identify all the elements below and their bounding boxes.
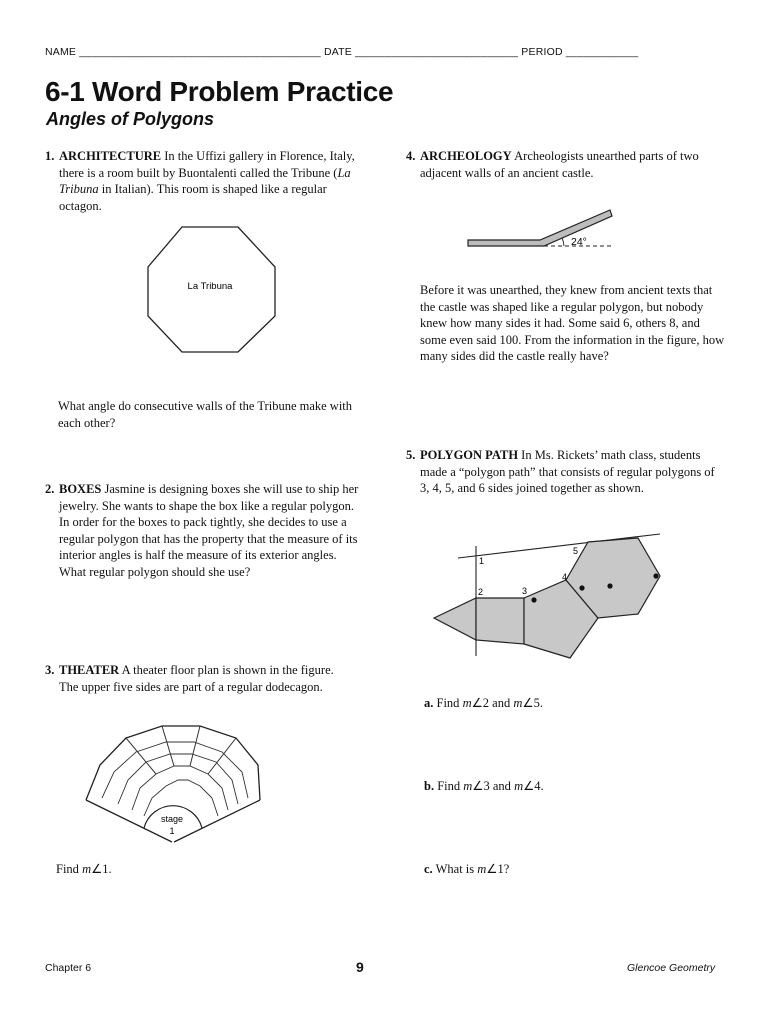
problem-text: A theater floor plan is shown in the figure. The upper five sides are part of a regular dodecagon. bbox=[59, 663, 334, 694]
problem-3 bbox=[45, 662, 345, 695]
octagon-label: La Tribuna bbox=[187, 281, 233, 292]
part-text: ∠3 and bbox=[472, 779, 515, 793]
problem-5a bbox=[424, 695, 624, 712]
footer-page-number: 9 bbox=[356, 959, 364, 975]
part-label: c. bbox=[424, 862, 433, 876]
problem-4-text2: Before it was unearthed, they knew from ancient texts that the castle was shaped like a regular polygon, but nobody knew how many sides it had. Some said 6, others 8, and some even said 100. From the information in the figure, how many sides did the castle really have? bbox=[420, 283, 725, 363]
problem-number: 5. bbox=[406, 448, 416, 462]
problem-text: In the Uffizi gallery in Florence, Italy, there is a room built by Buontalenti called the Tribune ( bbox=[59, 149, 355, 180]
problem-topic: BOXES bbox=[59, 482, 102, 496]
problem-number: 3. bbox=[45, 663, 55, 677]
problem-1-question: What angle do consecutive walls of the Tribune make with each other? bbox=[58, 399, 353, 430]
angle-3-label: 3 bbox=[522, 586, 528, 596]
problem-5 bbox=[406, 447, 726, 497]
part-m: m bbox=[463, 779, 473, 793]
problem-1 bbox=[45, 148, 365, 214]
problem-2 bbox=[45, 481, 365, 580]
question-text: Find bbox=[56, 862, 83, 876]
angle-1-label: 1 bbox=[169, 826, 175, 836]
problem-4 bbox=[406, 148, 726, 181]
page-subtitle: Angles of Polygons bbox=[46, 109, 215, 129]
part-m: m bbox=[462, 696, 472, 710]
polygon-path-figure bbox=[430, 526, 666, 666]
problem-5c bbox=[424, 861, 624, 878]
part-m: m bbox=[513, 696, 523, 710]
problem-topic: THEATER bbox=[59, 663, 120, 677]
problem-text: Archeologists unearthed parts of two adjacent walls of an ancient castle. bbox=[420, 149, 699, 180]
name-date-period-line: NAME ________________________________________ DATE ___________________________ PERIOD ____________ bbox=[45, 46, 639, 58]
problem-5b bbox=[424, 778, 624, 795]
angle-4-label: 4 bbox=[562, 572, 568, 582]
problem-text: In Ms. Rickets’ math class, students made a “polygon path” that consists of regular polygons of 3, 4, 5, and 6 sides joined together as shown. bbox=[420, 448, 715, 495]
part-label: a. bbox=[424, 696, 434, 710]
problem-topic: POLYGON PATH bbox=[420, 448, 519, 462]
angle-2-label: 2 bbox=[478, 587, 484, 597]
part-m: m bbox=[514, 779, 524, 793]
problem-text-cont: in Italian). This room is shaped like a regular octagon. bbox=[59, 182, 327, 213]
problem-text: Jasmine is designing boxes she will use to ship her jewelry. She wants to shape the box like a regular polygon. In order for the boxes to pack tightly, she decides to use a regular polygon that has the property that the measure of its interior angles is half the measure of its exterior angles. What regular polygon should she use? bbox=[59, 482, 359, 579]
question-m: m bbox=[82, 862, 92, 876]
part-text: Find bbox=[437, 779, 464, 793]
part-text: ∠4. bbox=[523, 779, 544, 793]
part-text: Find bbox=[436, 696, 463, 710]
problem-topic: ARCHITECTURE bbox=[59, 149, 162, 163]
part-text: What is bbox=[435, 862, 478, 876]
problem-number: 4. bbox=[406, 149, 416, 163]
page-title: 6-1 Word Problem Practice bbox=[45, 76, 394, 107]
stage-label: stage bbox=[160, 814, 184, 824]
angle-24-label: 24° bbox=[571, 236, 587, 248]
part-text: ∠2 and bbox=[471, 696, 514, 710]
part-label: b. bbox=[424, 779, 435, 793]
problem-number: 1. bbox=[45, 149, 55, 163]
footer-book-title: Glencoe Geometry bbox=[627, 962, 716, 974]
theater-figure bbox=[82, 720, 262, 848]
problem-topic: ARCHEOLOGY bbox=[420, 149, 512, 163]
angle-1-label: 1 bbox=[479, 556, 485, 566]
octagon-figure bbox=[140, 222, 280, 358]
footer-chapter: Chapter 6 bbox=[45, 962, 92, 974]
problem-3-question bbox=[56, 861, 256, 878]
problem-number: 2. bbox=[45, 482, 55, 496]
part-text: ∠5. bbox=[522, 696, 543, 710]
angle-5-label: 5 bbox=[573, 546, 579, 556]
part-m: m bbox=[477, 862, 487, 876]
part-text: ∠1? bbox=[486, 862, 510, 876]
question-text-end: ∠1. bbox=[91, 862, 112, 876]
problem-text-italic: La Tribuna bbox=[59, 165, 351, 196]
castle-walls-figure bbox=[464, 204, 620, 254]
